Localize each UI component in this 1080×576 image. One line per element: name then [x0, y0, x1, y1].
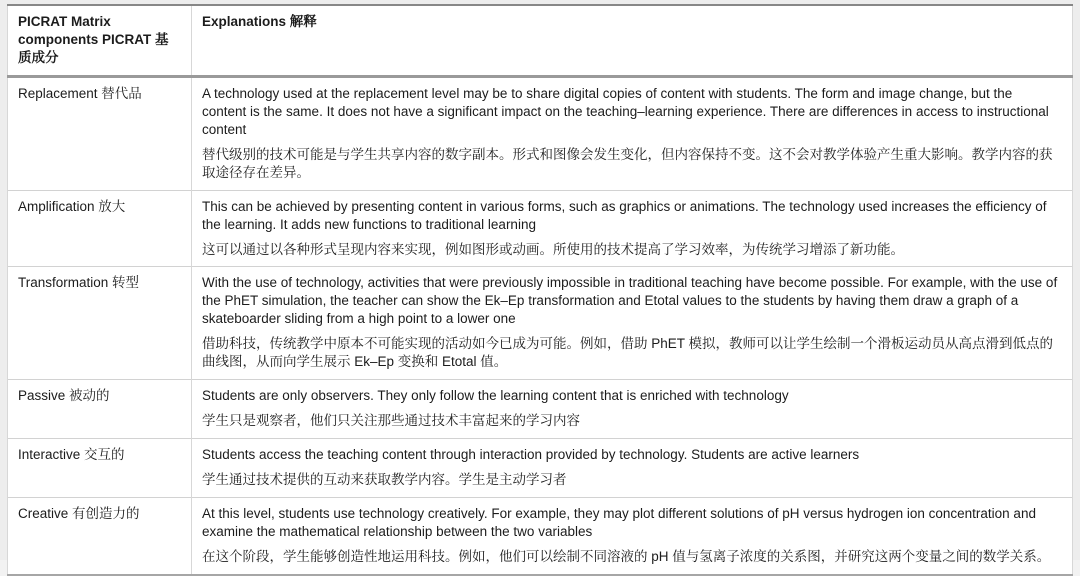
explanation-chinese: 学生只是观察者，他们只关注那些通过技术丰富起来的学习内容 — [202, 413, 580, 429]
component-cell: Creative 有创造力的 — [8, 498, 192, 575]
table-body — [8, 76, 1073, 575]
component-cell: Interactive 交互的 — [8, 439, 192, 498]
explanation-chinese: 学生通过技术提供的互动来获取教学内容。学生是主动学习者 — [202, 472, 567, 488]
table-row-interactive — [8, 439, 1073, 498]
explanation-english: Students are only observers. They only follow the learning content that is enriched with technology — [202, 388, 789, 404]
table-header — [8, 5, 1073, 76]
header-explanations: Explanations 解释 — [192, 5, 1073, 76]
header-components: PICRAT Matrix components PICRAT 基质成分 — [8, 5, 192, 76]
explanation-english: This can be achieved by presenting content in various forms, such as graphics or animations. The technology used increases the efficiency of the learning. It adds new functions to traditional learning — [202, 198, 1047, 232]
explanation-cell — [192, 498, 1073, 575]
explanation-chinese: 替代级别的技术可能是与学生共享内容的数字副本。形式和图像会发生变化，但内容保持不变。这不会对教学体验产生重大影响。教学内容的获取途径存在差异。 — [202, 146, 1053, 180]
table-row-replacement — [8, 76, 1073, 190]
table-row-transformation — [8, 267, 1073, 380]
component-cell: Replacement 替代品 — [8, 76, 192, 190]
explanation-english: With the use of technology, activities that were previously impossible in traditional teaching have become possible. For example, with the use of the PhET simulation, the teacher can show the Ek–Ep transformation and Etotal values to the students by having them draw a graph of a skateboarder sliding from a high point to a lower one — [202, 275, 1058, 327]
table-row-passive — [8, 380, 1073, 439]
table-row-creative — [8, 498, 1073, 575]
explanation-english: A technology used at the replacement level may be to share digital copies of content with students. The form and image change, but the content is the same. It does not have a significant impact on the teaching–learning experience. There are differences in access to instructional content — [202, 85, 1049, 137]
table-row-amplification — [8, 190, 1073, 267]
explanation-cell — [192, 439, 1073, 498]
explanation-cell — [192, 267, 1073, 380]
component-cell: Amplification 放大 — [8, 190, 192, 267]
explanation-cell — [192, 190, 1073, 267]
explanation-english: At this level, students use technology creatively. For example, they may plot different solutions of pH versus hydrogen ion concentration and examine the mathematical relationship between the two variables — [202, 506, 1036, 540]
header-row — [8, 5, 1073, 76]
explanation-cell — [192, 76, 1073, 190]
explanation-chinese: 借助科技，传统教学中原本不可能实现的活动如今已成为可能。例如，借助 PhET 模拟，教师可以让学生绘制一个滑板运动员从高点滑到低点的曲线图，从而向学生展示 Ek–Ep 变换和 Etotal 值。 — [202, 336, 1054, 370]
explanation-english: Students access the teaching content through interaction provided by technology. Students are active learners — [202, 447, 860, 463]
picrat-matrix-table — [7, 4, 1073, 576]
explanation-cell — [192, 380, 1073, 439]
component-cell: Passive 被动的 — [8, 380, 192, 439]
explanation-chinese: 在这个阶段，学生能够创造性地运用科技。例如，他们可以绘制不同溶液的 pH 值与氢离子浓度的关系图，并研究这两个变量之间的数学关系。 — [202, 548, 1051, 564]
component-cell: Transformation 转型 — [8, 267, 192, 380]
explanation-chinese: 这可以通过以各种形式呈现内容来实现，例如图形或动画。所使用的技术提高了学习效率，为传统学习增添了新功能。 — [202, 241, 904, 257]
